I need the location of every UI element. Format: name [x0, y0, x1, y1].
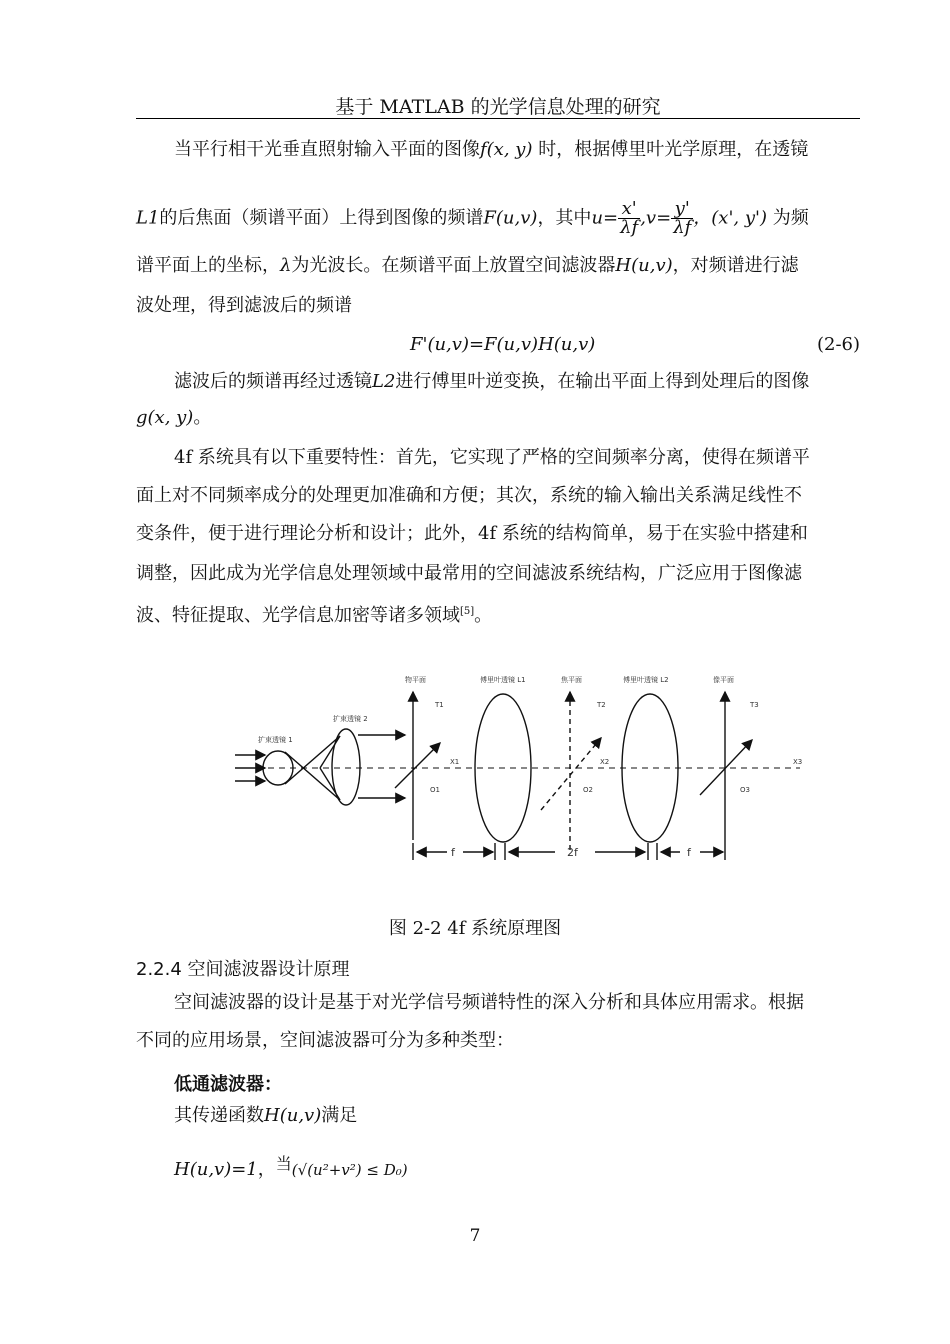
- text: 。: [474, 605, 493, 626]
- frac-num: y': [671, 200, 693, 219]
- para3-line2: 面上对不同频率成分的处理更加准确和方便；其次，系统的输入输出关系满足线性不: [136, 485, 802, 506]
- math-H-uv: H(u,v): [615, 255, 673, 276]
- text: 当: [275, 1154, 292, 1173]
- label-image-plane: 像平面: [713, 676, 734, 684]
- math-l1: L1: [136, 207, 160, 229]
- text: 滤波后的频谱再经过透镜: [174, 371, 372, 392]
- lowpass-equation: [174, 1152, 860, 1182]
- para2-line1: [174, 370, 860, 394]
- math-F-uv: F(u,v): [483, 207, 538, 229]
- label-x1: X1: [450, 758, 460, 766]
- focal-arrow: [541, 738, 601, 810]
- figure-caption: 图 2-2 4f 系统原理图: [388, 918, 562, 939]
- text: 波、特征提取、光学信息加密等诸多领域: [136, 605, 460, 626]
- label-focal-plane: 焦平面: [561, 676, 582, 684]
- para4-line2: 不同的应用场景，空间滤波器可分为多种类型：: [136, 1030, 514, 1051]
- citation-ref: [5]: [460, 606, 475, 617]
- text: ，: [257, 1159, 276, 1180]
- equation-number: (2-6): [816, 334, 860, 355]
- frac-num: x': [618, 200, 640, 219]
- label-t1: T1: [435, 701, 444, 709]
- fraction-u: [618, 200, 640, 237]
- para3-line5: [136, 600, 860, 628]
- label-t2: T2: [597, 701, 606, 709]
- label-o2: O2: [583, 786, 593, 794]
- label-lens-l1: 傅里叶透镜 L1: [480, 676, 526, 684]
- label-x3: X3: [793, 758, 803, 766]
- math-l2: L2: [372, 371, 396, 392]
- text: 为频: [766, 207, 809, 229]
- para1-line3: [136, 254, 860, 278]
- math-v: ,v=: [640, 207, 672, 229]
- page-number: 7: [469, 1226, 481, 1246]
- label-object-plane: 物平面: [405, 676, 426, 684]
- text: 为光波长。在频谱平面上放置空间滤波器: [291, 255, 616, 276]
- figure-4f-system: [225, 660, 815, 880]
- label-expander-1: 扩束透镜 1: [258, 736, 293, 744]
- para3-line3: 变条件，便于进行理论分析和设计；此外，4f 系统的结构简单，易于在实验中搭建和: [136, 523, 808, 544]
- math-H-equals-1: H(u,v)=1: [174, 1159, 258, 1180]
- text: 。: [193, 407, 212, 428]
- expander-lens-1: [263, 751, 293, 785]
- math-H-uv: H(u,v): [264, 1105, 322, 1126]
- label-expander-2: 扩束透镜 2: [333, 715, 368, 723]
- frac-den: λf: [620, 217, 639, 238]
- para3-line1: 4f 系统具有以下重要特性：首先，它实现了严格的空间频率分离，使得在频谱平: [174, 447, 810, 468]
- math-condition: (√(u²+v²) ≤ D₀): [291, 1161, 408, 1179]
- text: 当平行相干光垂直照射输入平面的图像: [174, 139, 480, 160]
- label-o1: O1: [430, 786, 440, 794]
- math-g-xy: g(x, y): [136, 407, 194, 428]
- label-lens-l2: 傅里叶透镜 L2: [623, 676, 669, 684]
- lowpass-line1: [174, 1104, 860, 1128]
- frac-den: λf: [673, 217, 692, 238]
- text: 的后焦面（频谱平面）上得到图像的频谱: [159, 207, 484, 229]
- text: 其传递函数: [174, 1105, 264, 1126]
- para1-line2: [136, 200, 860, 237]
- fraction-v: [671, 200, 693, 237]
- math-xy-prime: ，(x', y'): [693, 207, 767, 229]
- para2-line2: [136, 406, 860, 430]
- math-f-xy: f(x, y): [480, 139, 533, 160]
- text: 满足: [321, 1105, 358, 1126]
- math-lambda: λ: [280, 255, 292, 276]
- label-x2: X2: [600, 758, 610, 766]
- label-f-left: f: [451, 846, 455, 859]
- para1-line4: 波处理，得到滤波后的频谱: [136, 295, 352, 316]
- para1-line1: [174, 138, 860, 162]
- page-header: 基于 MATLAB 的光学信息处理的研究: [335, 96, 661, 118]
- text: 时，根据傅里叶光学原理，在透镜: [532, 139, 809, 160]
- label-f-right: f: [687, 846, 691, 859]
- equation-2-6: F'(u,v)=F(u,v)H(u,v): [410, 334, 596, 355]
- header-rule: [136, 118, 860, 119]
- text: 谱平面上的坐标，: [136, 255, 280, 276]
- para3-line4: 调整，因此成为光学信息处理领域中最常用的空间滤波系统结构，广泛应用于图像滤: [136, 563, 802, 584]
- text: ，其中: [537, 207, 592, 229]
- expander-lens-2: [332, 729, 360, 805]
- text: ，对频谱进行滤: [672, 255, 799, 276]
- text: 进行傅里叶逆变换，在输出平面上得到处理后的图像: [395, 371, 810, 392]
- ray: [320, 736, 340, 768]
- label-o3: O3: [740, 786, 750, 794]
- lowpass-heading: 低通滤波器：: [174, 1074, 282, 1095]
- para4-line1: 空间滤波器的设计是基于对光学信号频谱特性的深入分析和具体应用需求。根据: [174, 992, 804, 1013]
- label-t3: T3: [750, 701, 759, 709]
- object-arrow: [395, 743, 440, 788]
- section-heading: 2.2.4 空间滤波器设计原理: [136, 959, 350, 980]
- label-2f: 2f: [567, 846, 578, 859]
- math-u: u=: [591, 207, 619, 229]
